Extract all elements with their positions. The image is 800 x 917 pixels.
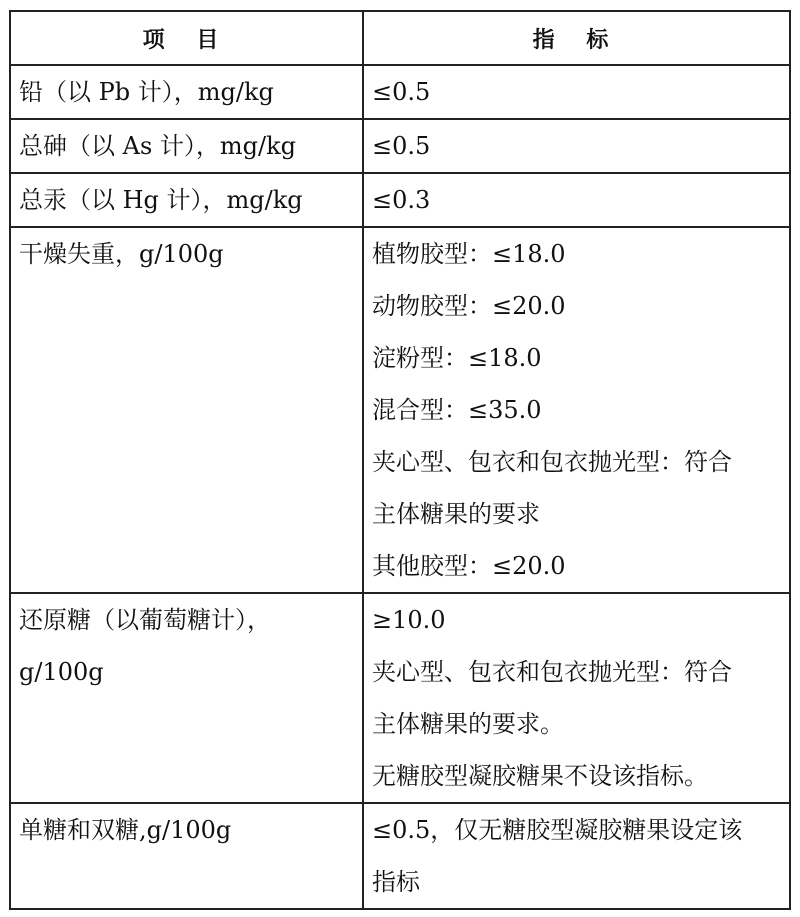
item-cell	[10, 227, 363, 593]
item-cell	[10, 173, 363, 227]
spec-text: 植物胶型：≤18.0	[372, 240, 566, 268]
spec-text: ≤0.5	[372, 132, 431, 160]
spec-text: ≤0.5	[372, 78, 431, 106]
item-text: 铅（以 Pb 计），mg/kg	[19, 78, 274, 106]
header-row	[10, 11, 790, 65]
item-cell	[10, 119, 363, 173]
item-text: g/100g	[19, 658, 104, 686]
spec-text: 指标	[372, 868, 420, 896]
spec-text: 动物胶型：≤20.0	[372, 292, 566, 320]
header-spec: 指 标	[363, 11, 790, 65]
item-cell	[10, 803, 363, 909]
spec-text: 夹心型、包衣和包衣抛光型：符合	[372, 448, 732, 476]
spec-cell	[363, 803, 790, 909]
table-row	[10, 65, 790, 119]
item-cell	[10, 593, 363, 803]
table-row	[10, 173, 790, 227]
item-text: 单糖和双糖,g/100g	[19, 816, 232, 844]
spec-table	[9, 10, 791, 910]
item-text: 还原糖（以葡萄糖计），	[19, 606, 271, 634]
spec-text: ≥10.0	[372, 606, 446, 634]
spec-cell	[363, 593, 790, 803]
item-text: 总汞（以 Hg 计），mg/kg	[19, 186, 303, 214]
spec-text: 无糖胶型凝胶糖果不设该指标。	[372, 762, 708, 790]
table-row	[10, 803, 790, 909]
spec-text: 主体糖果的要求	[372, 500, 540, 528]
spec-text: ≤0.3	[372, 186, 431, 214]
spec-text: 混合型：≤35.0	[372, 396, 542, 424]
spec-text: 淀粉型：≤18.0	[372, 344, 542, 372]
header-item: 项 目	[10, 11, 363, 65]
spec-text: 其他胶型：≤20.0	[372, 552, 566, 580]
table-row	[10, 227, 790, 593]
spec-cell	[363, 173, 790, 227]
item-text: 干燥失重，g/100g	[19, 240, 224, 268]
table-row	[10, 119, 790, 173]
spec-text: 夹心型、包衣和包衣抛光型：符合	[372, 658, 732, 686]
spec-text: 主体糖果的要求。	[372, 710, 564, 738]
spec-cell	[363, 65, 790, 119]
spec-cell	[363, 227, 790, 593]
item-text: 总砷（以 As 计），mg/kg	[19, 132, 297, 160]
item-cell	[10, 65, 363, 119]
spec-cell	[363, 119, 790, 173]
table-row	[10, 593, 790, 803]
spec-text: ≤0.5，仅无糖胶型凝胶糖果设定该	[372, 816, 743, 844]
